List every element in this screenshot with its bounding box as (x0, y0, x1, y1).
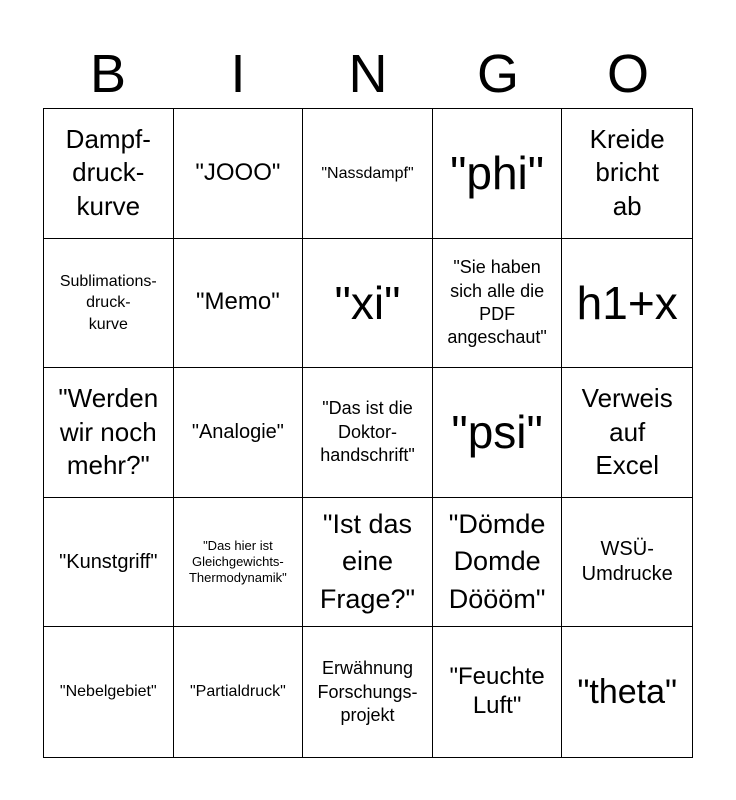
bingo-cell-r2c5[interactable]: h1+x (562, 239, 692, 369)
bingo-cell-r1c2[interactable]: "JOOO" (174, 109, 304, 239)
header-letter-i: I (230, 44, 246, 104)
bingo-cell-r5c4[interactable]: "Feuchte Luft" (433, 627, 563, 757)
bingo-cell-r5c2[interactable]: "Partialdruck" (174, 627, 304, 757)
bingo-cell-r2c2[interactable]: "Memo" (174, 239, 304, 369)
header-letter-n: N (348, 44, 388, 104)
bingo-cell-r1c1[interactable]: Dampf- druck- kurve (44, 109, 174, 239)
bingo-grid (43, 108, 693, 758)
bingo-cell-r2c3[interactable]: "xi" (303, 239, 433, 369)
bingo-cell-r4c5[interactable]: WSÜ- Umdrucke (562, 498, 692, 628)
bingo-cell-r2c1[interactable]: Sublimations- druck- kurve (44, 239, 174, 369)
bingo-cell-r3c1[interactable]: "Werden wir noch mehr?" (44, 368, 174, 498)
bingo-cell-r3c4[interactable]: "psi" (433, 368, 563, 498)
bingo-cell-r1c4[interactable]: "phi" (433, 109, 563, 239)
bingo-cell-r3c3[interactable]: "Das ist die Doktor- handschrift" (303, 368, 433, 498)
bingo-cell-r3c5[interactable]: Verweis auf Excel (562, 368, 692, 498)
bingo-cell-r4c1[interactable]: "Kunstgriff" (44, 498, 174, 628)
bingo-cell-r5c5[interactable]: "theta" (577, 672, 678, 711)
bingo-cell-r4c4[interactable]: "Dömde Domde Döööm" (433, 498, 563, 628)
bingo-cell-r3c2[interactable]: "Analogie" (174, 368, 304, 498)
header-letter-g: G (476, 44, 519, 104)
bingo-header (43, 40, 693, 108)
header-letter-o: O (606, 44, 649, 104)
bingo-cell-r4c3[interactable]: "Ist das eine Frage?" (303, 498, 433, 628)
bingo-cell-r5c1[interactable]: "Nebelgebiet" (44, 627, 174, 757)
bingo-cell-r1c5[interactable]: Kreide bricht ab (562, 109, 692, 239)
bingo-cell-r1c3[interactable]: "Nassdampf" (303, 109, 433, 239)
bingo-cell-r2c4[interactable]: "Sie haben sich alle die PDF angeschaut" (433, 239, 563, 369)
header-letter-b: B (89, 44, 127, 104)
bingo-cell-r4c2[interactable]: "Das hier ist Gleichgewichts- Thermodynamik" (174, 498, 304, 628)
bingo-cell-r5c3[interactable]: Erwähnung Forschungs- projekt (303, 627, 433, 757)
